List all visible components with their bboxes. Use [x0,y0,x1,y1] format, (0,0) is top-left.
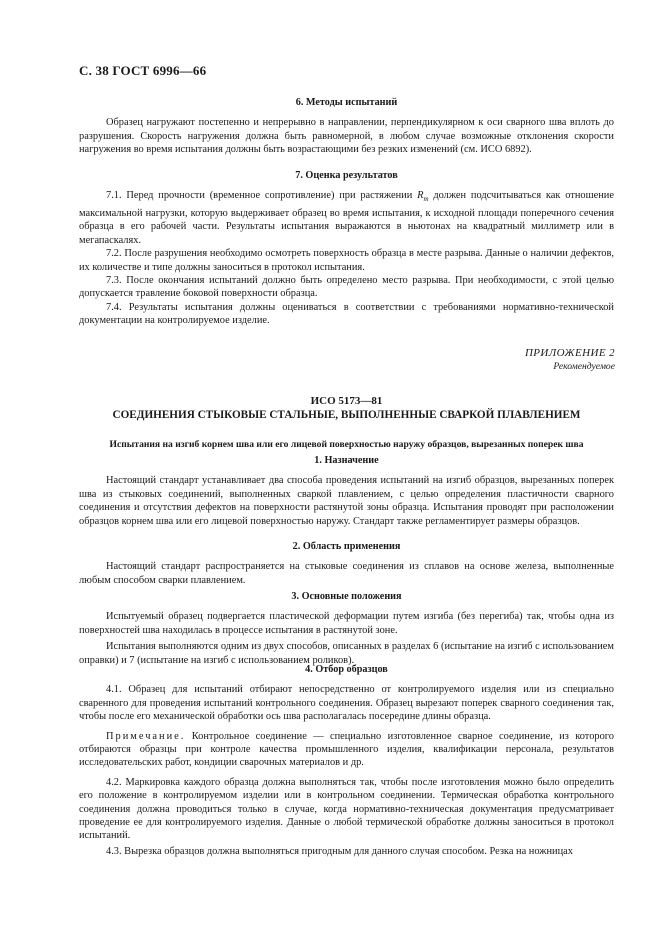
text: должен подсчитываться как отношение максимальной нагрузки, которую выдерживает образец во время испытания, к исходной площади поперечного сечения образца в его рабочей части. Результаты испытания выражаются в ньютонах на квадратный миллиметр или в мегапаскалях. [79,190,614,246]
note-paragraph [79,730,614,770]
page-header: С. 38 ГОСТ 6996—66 [79,63,207,78]
symbol-subscript: m [423,195,429,204]
iso-subtitle: Испытания на изгиб корнем шва или его лицевой поверхностью наружу образцов, вырезанных поперек шва [109,438,584,450]
symbol-r: R [417,190,424,202]
section-4 [79,663,614,858]
paragraph: Настоящий стандарт распространяется на стыковые соединения из сплавов на основе железа, выполненные любым способом сварки плавлением. [79,561,614,586]
paragraph: Испытания выполняются одним из двух способов, описанных в разделах 6 (испытание на изгиб с использованием оправки) и 7 (испытание на изгиб с использованием роликов). [79,641,614,666]
paragraph: Образец нагружают постепенно и непрерывно в направлении, перпендикулярном к оси сварного шва вплоть до разрушения. Скорость нагружения должна быть равномерной, в любом случае возможные отклонения скорости нагружения во время испытания должны быть возрастающими без резких изменений (см. ИСО 6892). [79,117,614,156]
paragraph-4-3: 4.3. Вырезка образцов должна выполняться пригодным для данного случая способом. Резка на ножницах [106,845,573,857]
iso-number: ИСО 5173—81 [310,395,383,407]
paragraph-7-1 [79,189,614,247]
paragraph-7-4: 7.4. Результаты испытания должны оцениваться в соответствии с требованиями нормативно-технической документации на контролируемое изделие. [79,301,614,327]
paragraph-4-2: 4.2. Маркировка каждого образца должна выполняться так, чтобы после изготовления можно было определить его положение в контролируемом изделии или в контрольном соединении. Термическая обработка контрольного соединения должна проводиться только в случае, когда нормативно-техническая документация предусматривает проведение ее для контролируемого изделия. Данные о любой термической обработке должны заноситься в протокол испытаний. [79,776,614,842]
paragraph-7-3: 7.3. После окончания испытаний должно быть определено место разрыва. При необходимости, с этой целью допускается травление боковой поверхности образца. [79,274,614,300]
section-2 [79,540,614,587]
section-1 [79,454,614,528]
note-label: Примечание. [106,730,186,742]
section-6 [79,96,614,157]
section-heading: 6. Методы испытаний [295,97,398,108]
section-7 [79,169,614,328]
appendix-title: ПРИЛОЖЕНИЕ 2 [524,347,615,359]
section-heading: 3. Основные положения [291,591,402,602]
paragraph-7-2: 7.2. После разрушения необходимо осмотреть поверхность образца в месте разрыва. Данные о наличии дефектов, их количестве и типе должны заноситься в протокол испытания. [79,248,614,273]
appendix-note: Рекомендуемое [553,361,615,373]
section-heading: 2. Область применения [292,541,401,552]
appendix-label [525,347,615,374]
note-text: Контрольное соединение — специально изготовленное сварное соединение, из которого отбираются образцы при контроле качества промышленного изделия, квалификации персонала, результатов исследовательских работ, кондиции сварочных материалов и др. [79,730,614,769]
iso-title: СОЕДИНЕНИЯ СТЫКОВЫЕ СТАЛЬНЫЕ, ВЫПОЛНЕННЫЕ СВАРКОЙ ПЛАВЛЕНИЕМ [112,409,581,422]
paragraph: Настоящий стандарт устанавливает два способа проведения испытаний на изгиб образцов, вырезанных поперек шва из стыковых соединений, выполненных сваркой плавлением, с целью определения пластичности сварного соединения и отсутствия дефектов на поверхности растянутой зоны образца. Испытания проводят при расположении образцов корнем шва или его лицевой поверхностью наружу. Стандарт также регламентирует размеры образцов. [79,475,614,527]
paragraph-4-1: 4.1. Образец для испытаний отбирают непосредственно от контролируемого изделия или из специально сваренного для проведения испытаний контрольного соединения. Образец вырезают поперек сварного соединения так, чтобы после его механической обработки ось шва располагалась посередине длины образца. [79,684,614,723]
iso-title-block [79,395,614,451]
paragraph: Испытуемый образец подвергается пластической деформации путем изгиба (без перегиба) так, чтобы одна из поверхностей шва находилась в процессе испытания в растянутой зоне. [79,611,614,636]
text: 7.1. Перед прочности (временное сопротивление) при растяжении [106,190,413,202]
section-heading: 7. Оценка результатов [295,170,398,181]
section-3 [79,590,614,667]
section-heading: 4. Отбор образцов [305,664,388,675]
section-heading: 1. Назначение [314,455,379,466]
